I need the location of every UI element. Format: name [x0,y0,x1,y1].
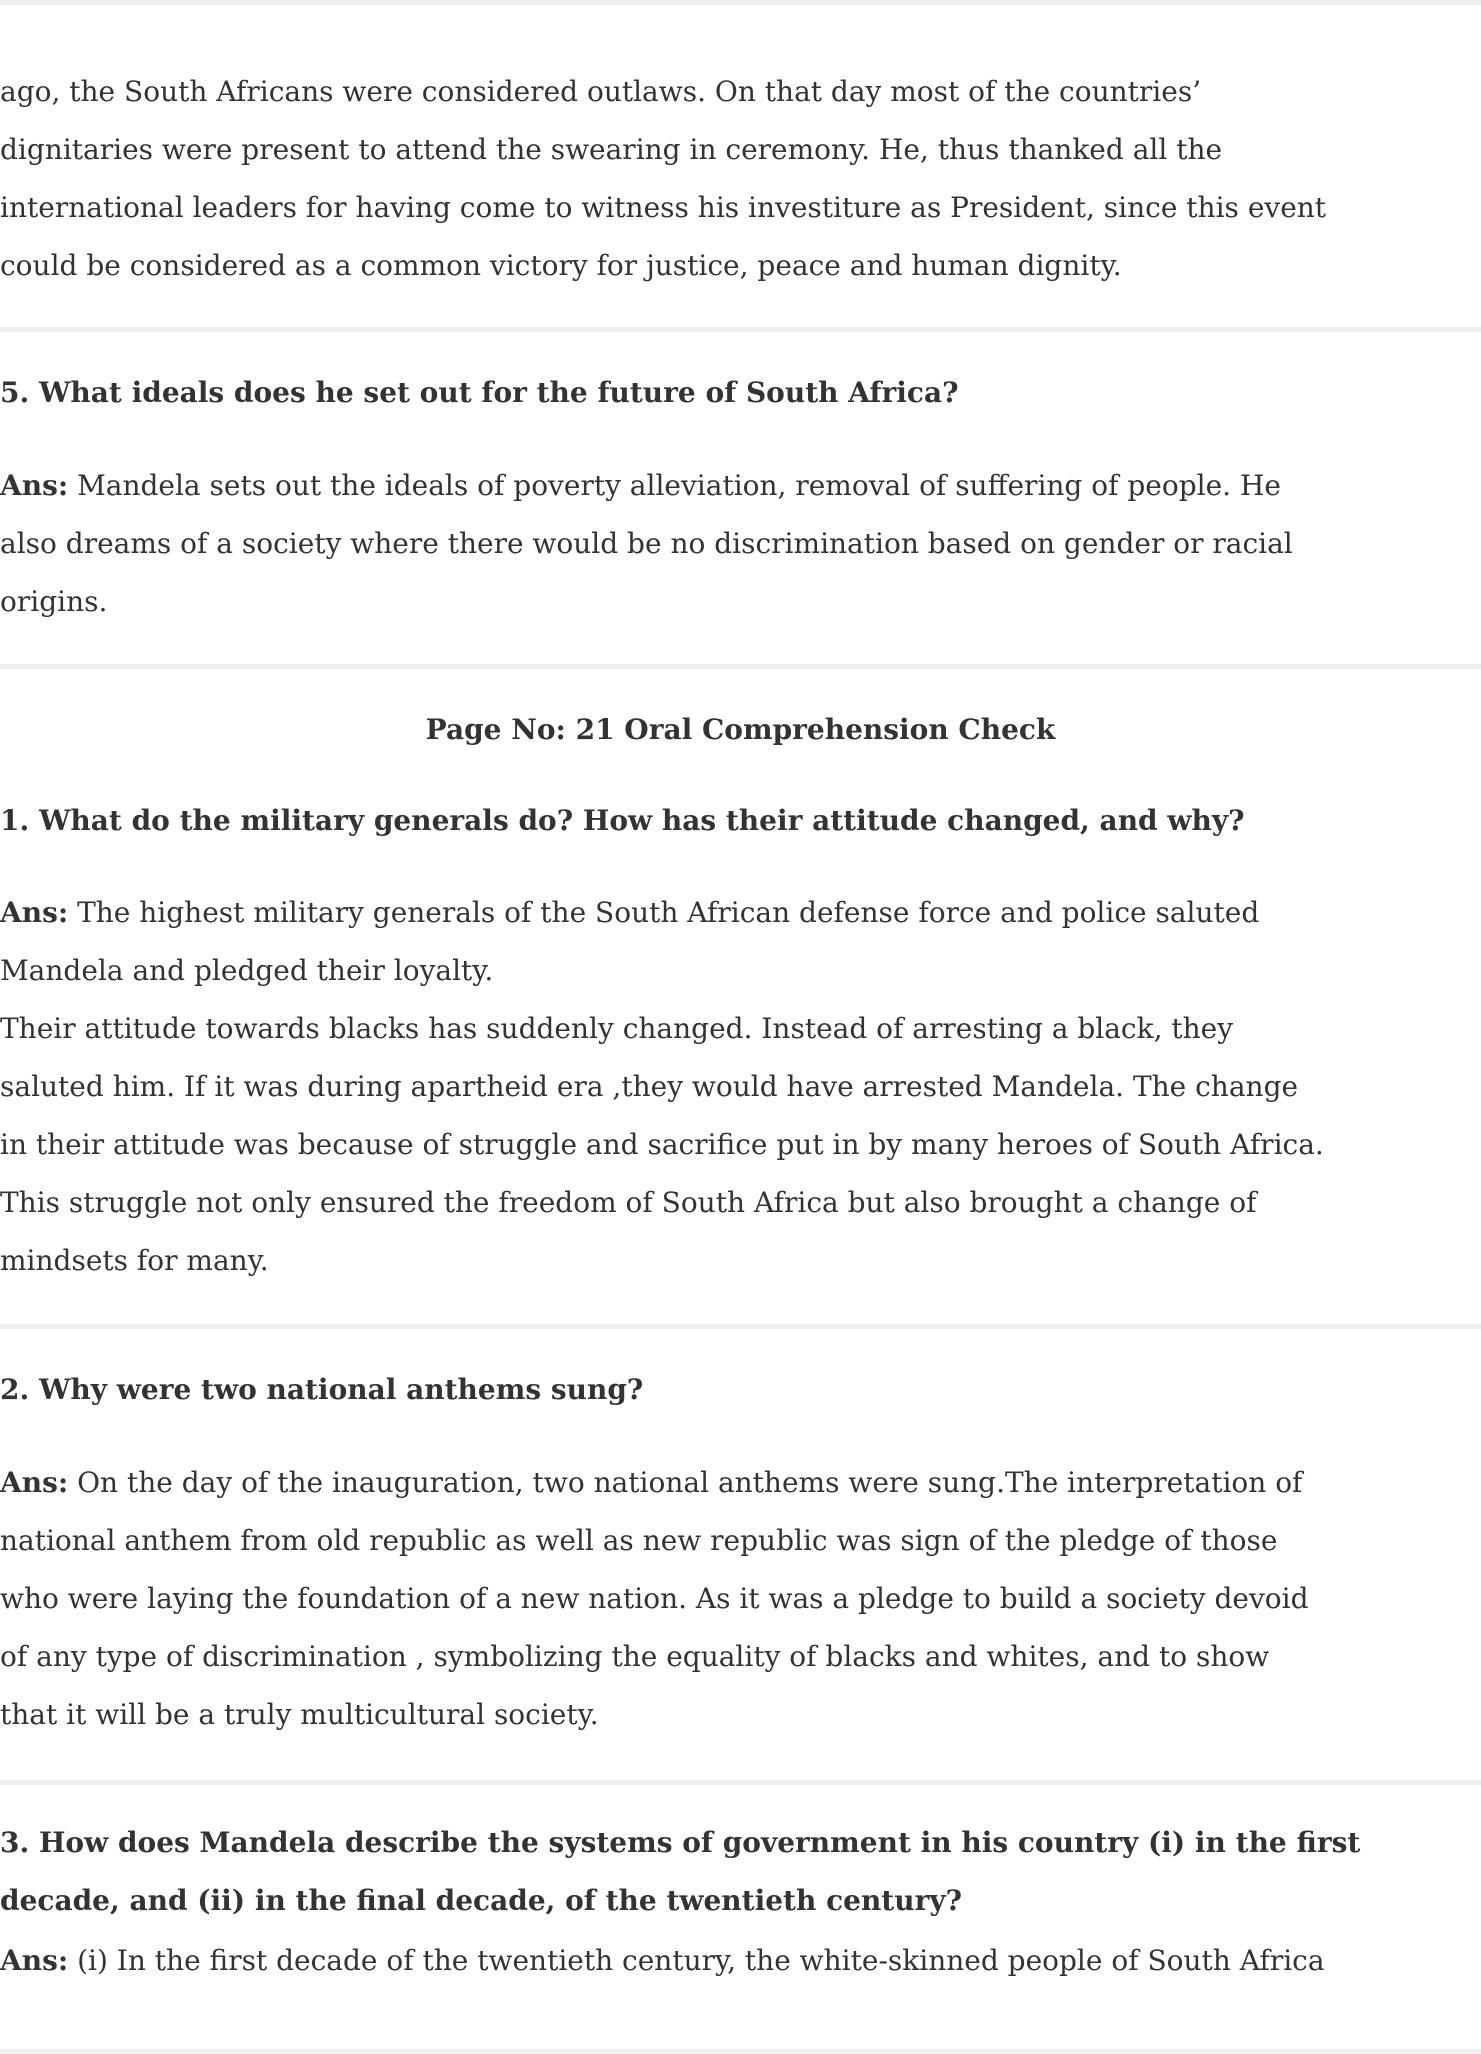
text-line: dignitaries were present to attend the swearing in ceremony. He, thus thanked all the [0,133,1223,166]
text-line: who were laying the foundation of a new nation. As it was a pledge to build a society devoid [0,1582,1309,1615]
answer-1 [0,884,1481,1290]
answer-text: The highest military generals of the South African defense force and police saluted [68,896,1260,929]
text-line: also dreams of a society where there would be no discrimination based on gender or racial [0,527,1293,560]
text-line: national anthem from old republic as well as new republic was sign of the pledge of those [0,1524,1278,1557]
text-line [0,457,1481,515]
text-line: of any type of discrimination , symbolizing the equality of blacks and whites, and to show [0,1640,1270,1673]
ans-label: Ans: [0,896,69,929]
section-heading: Page No: 21 Oral Comprehension Check [425,713,1056,746]
divider [0,1780,1481,1785]
text-line: 3. How does Mandela describe the systems of government in his country (i) in the first [0,1826,1361,1859]
text-line: international leaders for having come to witness his investiture as President, since this event [0,191,1327,224]
answer-5 [0,457,1481,631]
answer-text: (i) In the first decade of the twentieth century, the white-skinned people of South Africa [68,1944,1325,1977]
text-line [0,1932,1481,1990]
text-line: ago, the South Africans were considered outlaws. On that day most of the countries’ [0,75,1202,108]
question-1: 1. What do the military generals do? How has their attitude changed, and why? [0,804,1245,837]
text-line: in their attitude was because of struggle and sacrifice put in by many heroes of South Africa. [0,1128,1324,1161]
question-5: 5. What ideals does he set out for the future of South Africa? [0,376,959,409]
answer-3 [0,1932,1481,1990]
ans-label: Ans: [0,1944,69,1977]
text-line: saluted him. If it was during apartheid era ,they would have arrested Mandela. The change [0,1070,1299,1103]
question-3 [0,1814,1481,1930]
answer-2 [0,1454,1481,1744]
text-line: could be considered as a common victory for justice, peace and human dignity. [0,249,1122,282]
text-line: This struggle not only ensured the freedom of South Africa but also brought a change of [0,1186,1257,1219]
text-line: decade, and (ii) in the final decade, of the twentieth century? [0,1884,963,1917]
text-line: that it will be a truly multicultural society. [0,1698,599,1731]
answer-text: Mandela sets out the ideals of poverty alleviation, removal of suffering of people. He [68,469,1281,502]
answer-text: On the day of the inauguration, two national anthems were sung.The interpretation of [68,1466,1303,1499]
divider [0,664,1481,669]
intro-paragraph [0,63,1481,295]
text-line: origins. [0,585,108,618]
divider [0,1324,1481,1329]
text-line: mindsets for many. [0,1244,269,1277]
question-2: 2. Why were two national anthems sung? [0,1373,644,1406]
text-line: Mandela and pledged their loyalty. [0,954,494,987]
divider [0,327,1481,332]
divider [0,2049,1481,2054]
divider [0,0,1481,5]
text-line [0,1454,1481,1512]
ans-label: Ans: [0,1466,69,1499]
text-line [0,884,1481,942]
ans-label: Ans: [0,469,69,502]
text-line: Their attitude towards blacks has suddenly changed. Instead of arresting a black, they [0,1012,1234,1045]
